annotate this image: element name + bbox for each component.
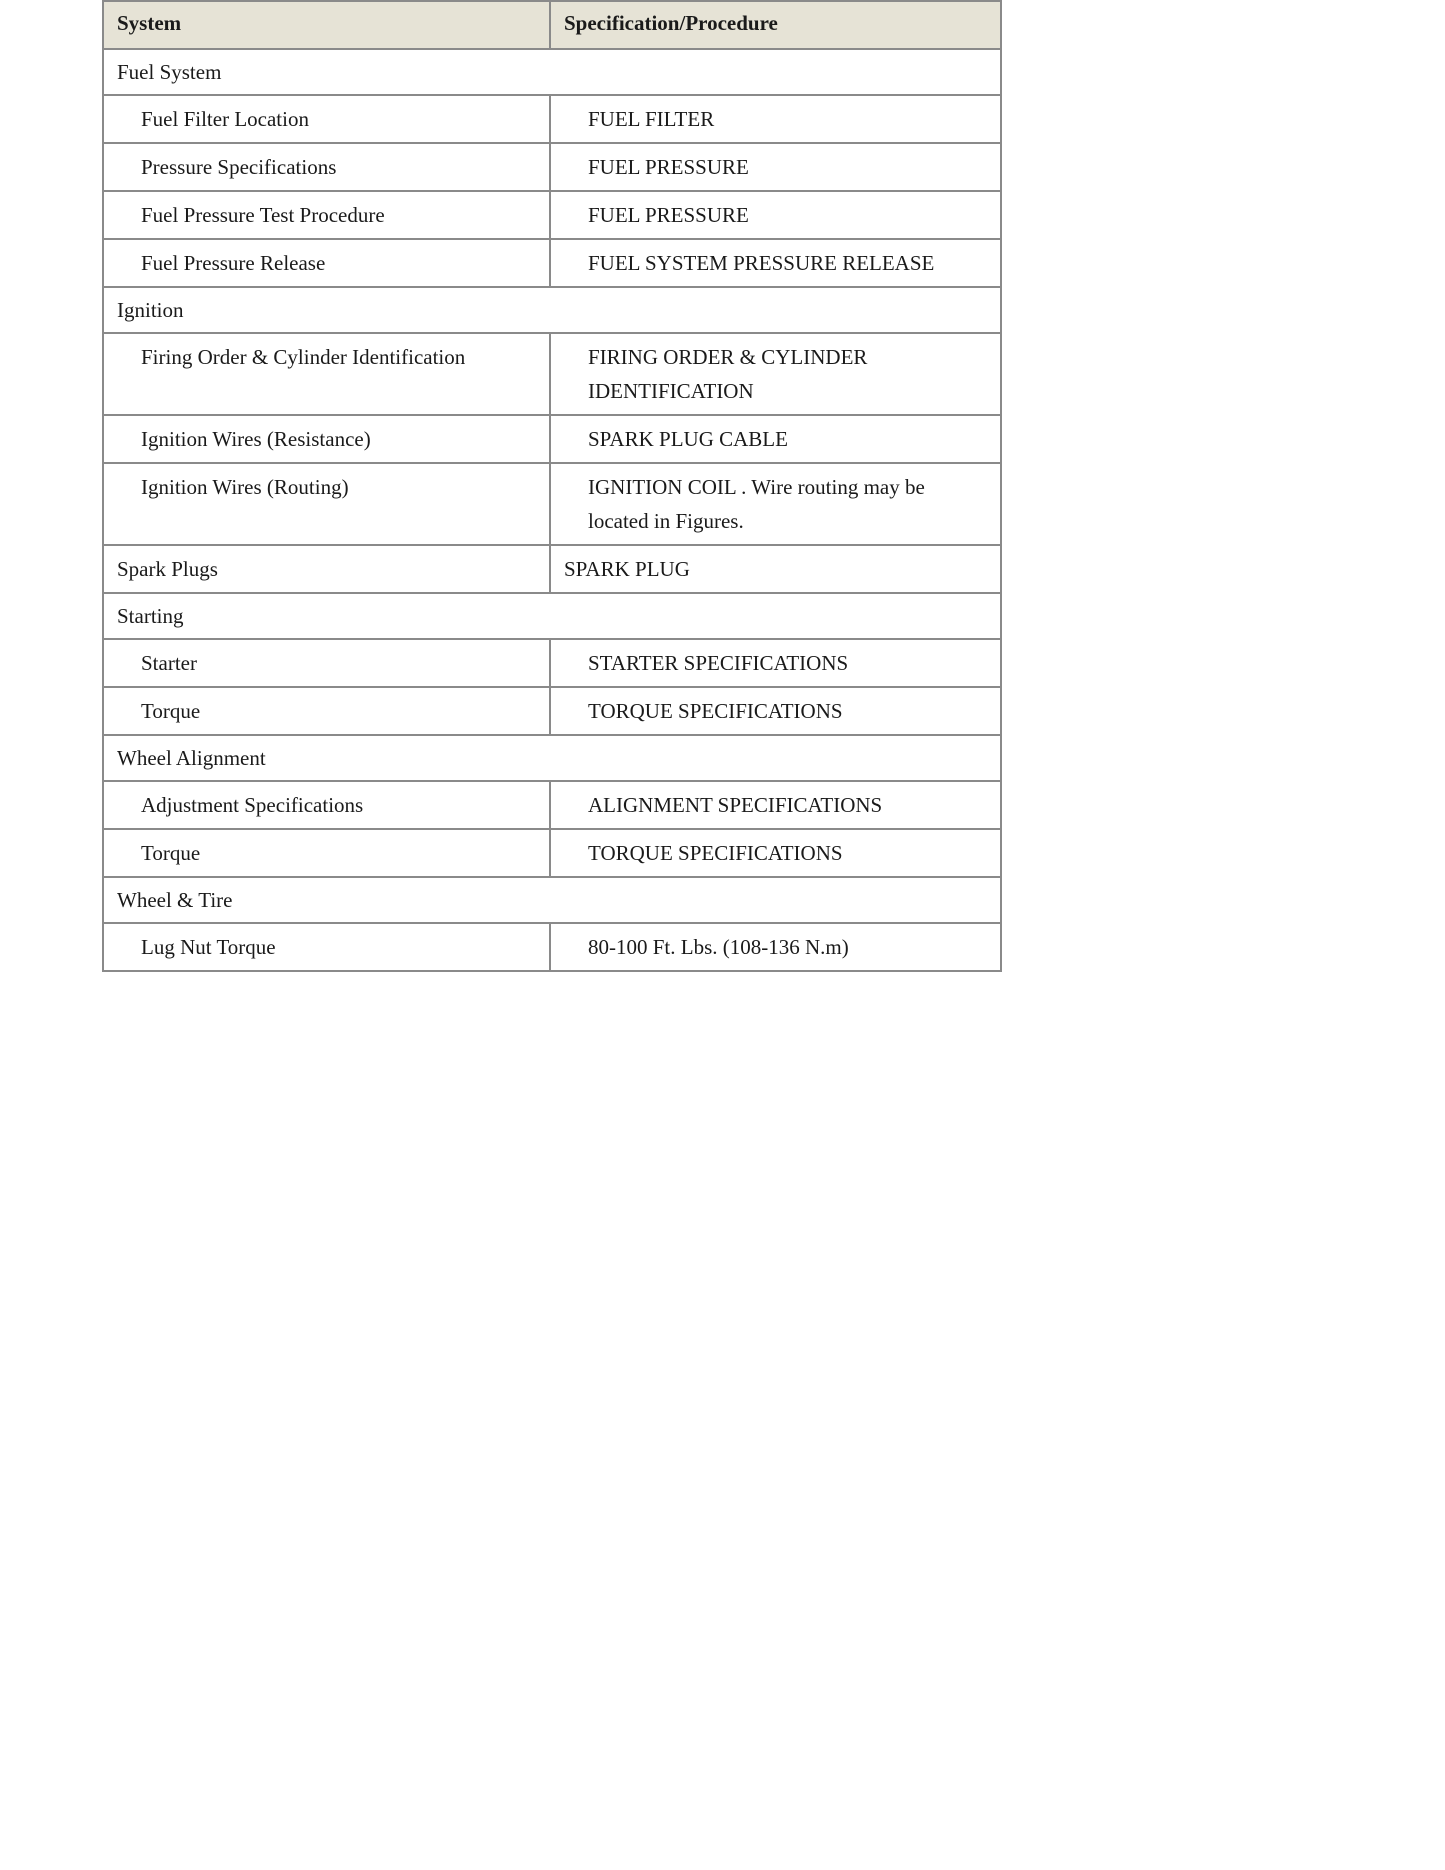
group-label: Fuel System	[103, 49, 1001, 95]
column-header-system: System	[103, 1, 550, 49]
specification-cell: IGNITION COIL . Wire routing may be located in Figures.	[550, 463, 1001, 545]
specification-cell: TORQUE SPECIFICATIONS	[550, 829, 1001, 877]
system-cell: Lug Nut Torque	[103, 923, 550, 971]
table-body	[103, 49, 1001, 971]
table-row	[103, 239, 1001, 287]
table-row	[103, 781, 1001, 829]
table-row	[103, 191, 1001, 239]
system-cell: Firing Order & Cylinder Identification	[103, 333, 550, 415]
specification-cell: TORQUE SPECIFICATIONS	[550, 687, 1001, 735]
group-label: Wheel & Tire	[103, 877, 1001, 923]
group-label: Ignition	[103, 287, 1001, 333]
system-cell: Starter	[103, 639, 550, 687]
specification-cell: SPARK PLUG	[550, 545, 1001, 593]
system-cell: Ignition Wires (Routing)	[103, 463, 550, 545]
specification-cell: ALIGNMENT SPECIFICATIONS	[550, 781, 1001, 829]
table-group-row	[103, 735, 1001, 781]
table-row	[103, 545, 1001, 593]
table-group-row	[103, 287, 1001, 333]
specification-cell: FUEL PRESSURE	[550, 191, 1001, 239]
group-label: Wheel Alignment	[103, 735, 1001, 781]
specification-table	[102, 0, 1002, 972]
system-cell: Torque	[103, 687, 550, 735]
specification-cell: FIRING ORDER & CYLINDER IDENTIFICATION	[550, 333, 1001, 415]
specification-cell: STARTER SPECIFICATIONS	[550, 639, 1001, 687]
table-group-row	[103, 49, 1001, 95]
specification-cell: 80-100 Ft. Lbs. (108-136 N.m)	[550, 923, 1001, 971]
group-label: Starting	[103, 593, 1001, 639]
table-row	[103, 415, 1001, 463]
table-row	[103, 333, 1001, 415]
system-cell: Fuel Pressure Release	[103, 239, 550, 287]
system-cell: Adjustment Specifications	[103, 781, 550, 829]
table-row	[103, 143, 1001, 191]
system-cell: Fuel Filter Location	[103, 95, 550, 143]
table-row	[103, 95, 1001, 143]
table-header-row	[103, 1, 1001, 49]
system-cell: Fuel Pressure Test Procedure	[103, 191, 550, 239]
table-row	[103, 687, 1001, 735]
system-cell: Torque	[103, 829, 550, 877]
specification-cell: SPARK PLUG CABLE	[550, 415, 1001, 463]
specification-cell: FUEL SYSTEM PRESSURE RELEASE	[550, 239, 1001, 287]
table-row	[103, 923, 1001, 971]
system-cell: Ignition Wires (Resistance)	[103, 415, 550, 463]
table-row	[103, 463, 1001, 545]
table-row	[103, 639, 1001, 687]
column-header-specification: Specification/Procedure	[550, 1, 1001, 49]
system-cell: Spark Plugs	[103, 545, 550, 593]
table-group-row	[103, 593, 1001, 639]
specification-cell: FUEL FILTER	[550, 95, 1001, 143]
specification-cell: FUEL PRESSURE	[550, 143, 1001, 191]
table-row	[103, 829, 1001, 877]
system-cell: Pressure Specifications	[103, 143, 550, 191]
table-group-row	[103, 877, 1001, 923]
